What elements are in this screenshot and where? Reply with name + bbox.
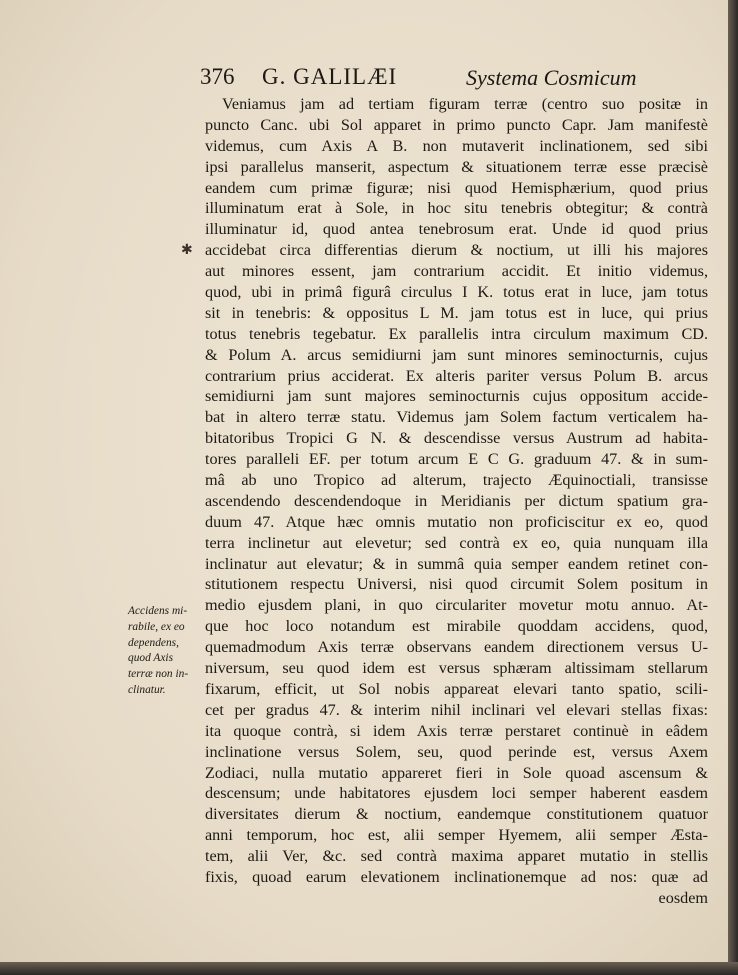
ink-mark-icon: ✱ bbox=[181, 243, 193, 258]
running-title: G. GALILÆI bbox=[262, 64, 398, 89]
text-line: stitutionem respectu Universi, nisi quod circumit Solem positum in bbox=[205, 575, 708, 594]
text-line: quod, ubi in primâ figurâ circulus I K. totus erat in luce, jam totus bbox=[205, 283, 708, 302]
text-line: semidiurni jam sunt majores seminocturnis cujus oppositum accide- bbox=[205, 387, 708, 406]
text-line: sit in tenebris: & oppositus L M. jam totus est in luce, qui prius bbox=[205, 303, 708, 322]
text-line: ita quoque contrà, si idem Axis terræ perstaret continuè in eâdem bbox=[205, 721, 708, 740]
text-line: bitatoribus Tropici G N. & descendisse versus Austrum ad habita- bbox=[205, 429, 708, 448]
text-line: tem, alii Ver, &c. sed contrà maxima apparet mutatio in stellis bbox=[205, 847, 708, 866]
text-line: illuminatur id, quod antea tenebrosum erat. Unde id quod prius bbox=[205, 220, 708, 239]
text-line: bat in altero terræ statu. Videmus jam Solem factum verticalem ha- bbox=[205, 408, 708, 427]
marginal-note-line: dependens, bbox=[128, 636, 179, 649]
text-line: fixis, quoad earum elevationem inclinationemque ad nos: quæ ad bbox=[205, 867, 708, 886]
text-line: inclinatur aut elevatur; & in summâ quia semper eandem retinet con- bbox=[205, 554, 708, 573]
book-binding-shadow bbox=[728, 0, 738, 975]
text-line: anni temporum, hoc est, alii semper Hyemem, alii semper Æsta- bbox=[205, 826, 708, 845]
text-line: tores paralleli EF. per totum arcum E C G. graduum 47. & in sum- bbox=[205, 450, 708, 469]
text-line: illuminatum erat à Sole, in hoc situ tenebris obtegitur; & contrà bbox=[205, 199, 708, 218]
text-line: diversitates dierum & noctium, eandemque constitutionem quatuor bbox=[205, 805, 708, 824]
marginal-note-line: terræ non in- bbox=[128, 668, 189, 681]
text-line: contrarium prius acciderat. Ex alteris pariter versus Polum B. arcus bbox=[205, 366, 708, 385]
text-line: accidebat circa differentias dierum & noctium, ut illi his majores bbox=[205, 241, 708, 260]
marginal-note-line: Accidens mi- bbox=[128, 605, 188, 617]
running-subtitle: Systema Cosmicum bbox=[466, 65, 637, 90]
marginal-note-line: clinatur. bbox=[128, 683, 166, 696]
text-line: cet per gradus 47. & interim nihil inclinari vel elevari stellas fixas: bbox=[205, 700, 708, 719]
text-line: fixarum, efficit, ut Sol nobis appareat elevari tanto spatio, scili- bbox=[205, 679, 708, 698]
text-line: duum 47. Atque hæc omnis mutatio non proficiscitur ex eo, quod bbox=[205, 512, 708, 531]
text-line: inclinatione versus Solem, seu, quod perinde est, versus Axem bbox=[205, 742, 708, 761]
text-line: niversum, seu quod idem est versus sphæram altissimam stellarum bbox=[205, 659, 708, 678]
running-header bbox=[200, 64, 720, 94]
text-line: medio ejusdem plani, in quo circulariter movetur motu annuo. At- bbox=[205, 596, 708, 615]
marginal-note-line: quod Axis bbox=[128, 652, 174, 665]
text-line: ipsi parallelus manserit, aspectum & situationem terræ esse præcisè bbox=[205, 157, 708, 176]
marginal-note-line: rabile, ex eo bbox=[128, 620, 185, 633]
text-line: quemadmodum Axis terræ observans eandem directionem versus U- bbox=[205, 638, 708, 657]
text-line: Veniamus jam ad tertiam figuram terræ (centro suo positæ in bbox=[222, 95, 708, 113]
text-line: puncto Canc. ubi Sol apparet in primo puncto Capr. Jam manifestè bbox=[205, 115, 708, 134]
text-line: & Polum A. arcus semidiurni jam sunt minores seminocturnis, cujus bbox=[205, 345, 708, 364]
page-bottom-shadow bbox=[0, 962, 738, 975]
text-line: eandem cum primæ figuræ; nisi quod Hemisphærium, quod prius bbox=[205, 178, 708, 197]
text-line: descensum; unde habitatores ejusdem loci semper haberent easdem bbox=[205, 784, 708, 803]
text-line: totus tenebris tegebatur. Ex parallelis intra circulum maximum CD. bbox=[205, 324, 708, 343]
text-line: eosdem bbox=[658, 888, 708, 907]
text-line: terra inclinetur aut elevetur; sed contrà ex eo, quia nunquam illa bbox=[205, 533, 708, 552]
marginal-note bbox=[128, 604, 210, 699]
page-number: 376 bbox=[200, 64, 235, 89]
text-line: videmus, cum Axis A B. non mutaverit inclinationem, sed sibi bbox=[205, 136, 708, 155]
text-line: que hoc loco notandum est mirabile quoddam accidens, quod, bbox=[205, 617, 708, 636]
text-line: aut minores essent, jam contrarium accidit. Et initio videmus, bbox=[205, 262, 708, 281]
text-line: mâ ab uno Tropico ad alterum, trajecto Æquinoctiali, transisse bbox=[205, 471, 708, 490]
body-text bbox=[205, 94, 708, 909]
text-line: Zodiaci, nulla mutatio appareret fieri in Sole quoad ascensum & bbox=[205, 763, 708, 782]
text-line: ascendendo descendendoque in Meridianis per dictum spatium gra- bbox=[205, 491, 708, 510]
